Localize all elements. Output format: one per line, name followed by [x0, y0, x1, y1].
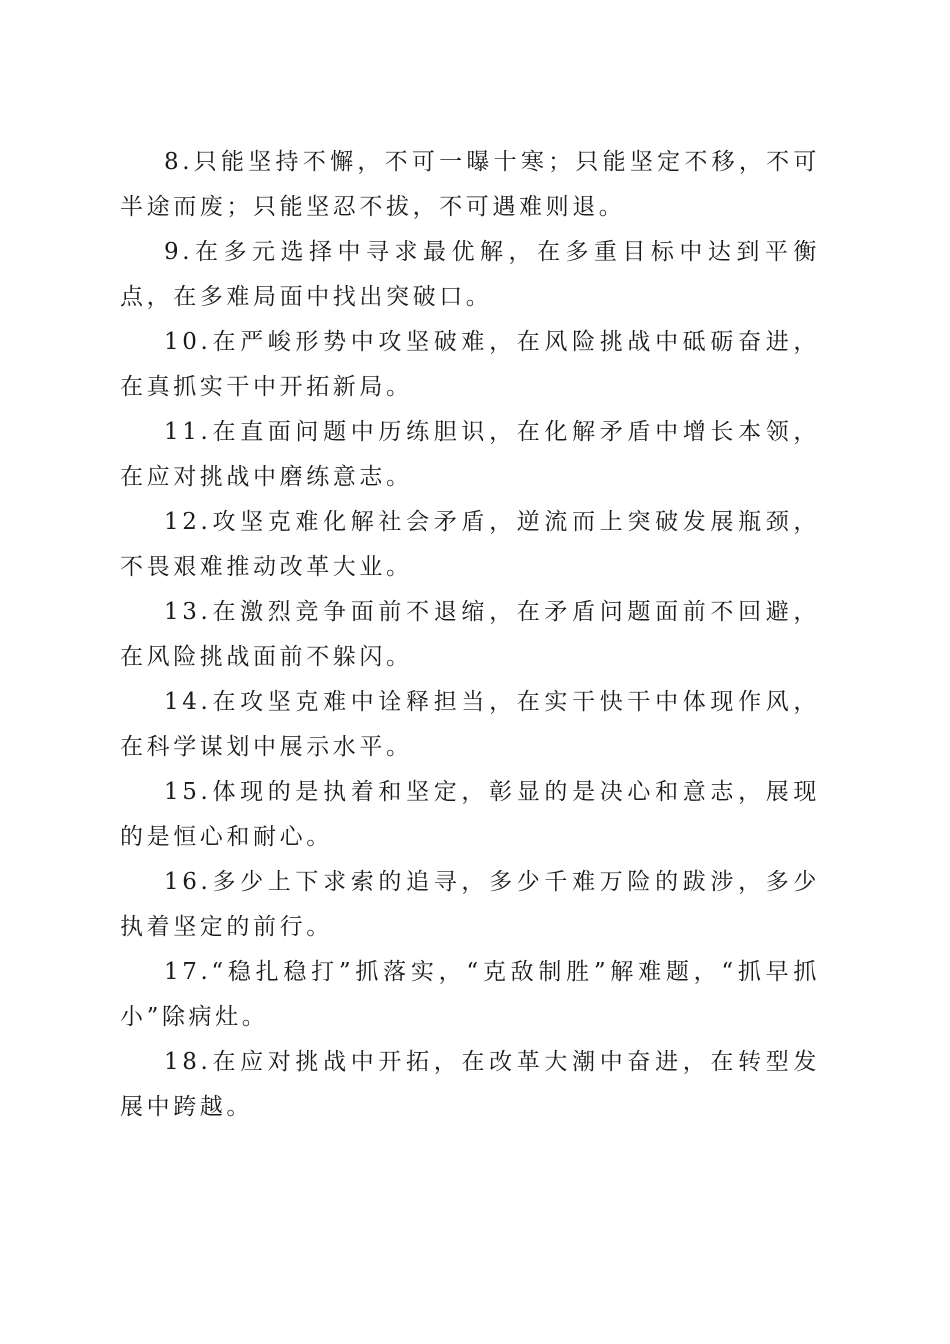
paragraph-14: 14.在攻坚克难中诠释担当，在实干快干中体现作风，在科学谋划中展示水平。 — [120, 689, 820, 760]
paragraph-11: 11.在直面问题中历练胆识，在化解矛盾中增长本领，在应对挑战中磨练意志。 — [120, 419, 820, 490]
paragraph-16: 16.多少上下求索的追寻，多少千难万险的跋涉，多少执着坚定的前行。 — [120, 869, 820, 940]
paragraph-10: 10.在严峻形势中攻坚破难，在风险挑战中砥砺奋进，在真抓实干中开拓新局。 — [120, 329, 820, 400]
paragraph-17: 17.“稳扎稳打”抓落实，“克敌制胜”解难题，“抓早抓小”除病灶。 — [120, 959, 820, 1030]
paragraph-8: 8.只能坚持不懈，不可一曝十寒；只能坚定不移，不可半途而废；只能坚忍不拔，不可遇难则退。 — [120, 149, 820, 220]
document-body — [120, 140, 820, 1130]
paragraph-12: 12.攻坚克难化解社会矛盾，逆流而上突破发展瓶颈，不畏艰难推动改革大业。 — [120, 509, 820, 580]
paragraph-13: 13.在激烈竞争面前不退缩，在矛盾问题面前不回避，在风险挑战面前不躲闪。 — [120, 599, 820, 670]
paragraph-18: 18.在应对挑战中开拓，在改革大潮中奋进，在转型发展中跨越。 — [120, 1049, 820, 1120]
paragraph-15: 15.体现的是执着和坚定，彰显的是决心和意志，展现的是恒心和耐心。 — [120, 779, 820, 850]
paragraph-9: 9.在多元选择中寻求最优解，在多重目标中达到平衡点，在多难局面中找出突破口。 — [120, 239, 820, 310]
